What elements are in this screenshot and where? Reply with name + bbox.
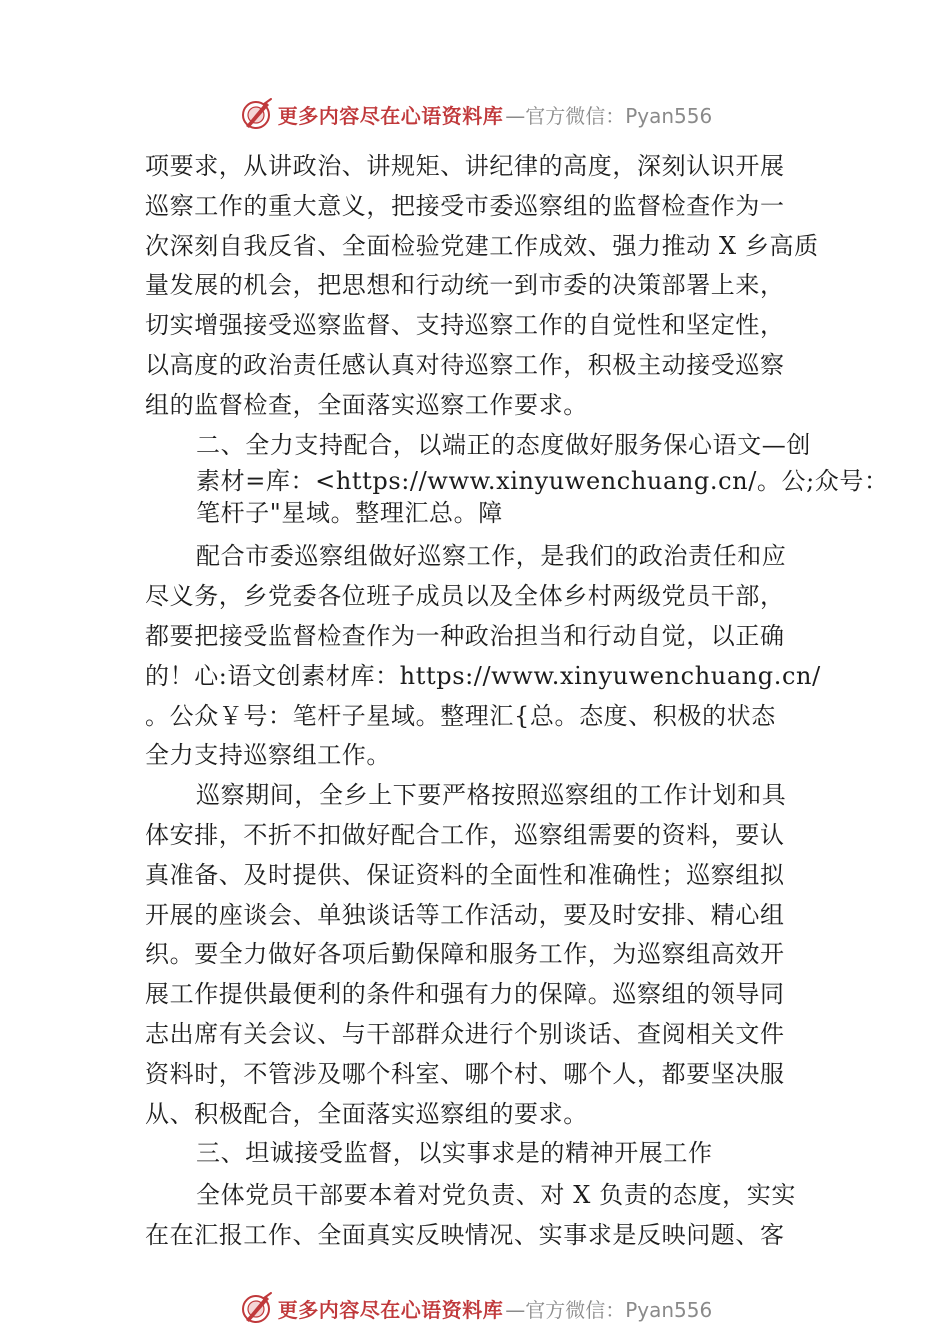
- heading-line: 二、全力支持配合，以端正的态度做好服务保心语文—创: [196, 430, 811, 459]
- text-line: 体安排，不折不扣做好配合工作，巡察组需要的资料，要认: [145, 820, 785, 849]
- text-line: 志出席有关会议、与干部群众进行个别谈话、查阅相关文件: [145, 1019, 785, 1048]
- header-banner: [0, 94, 950, 134]
- footer-brand-text: 更多内容尽在心语资料库: [277, 1297, 504, 1322]
- section-heading-2: [145, 426, 889, 530]
- text-line: 从、积极配合，全面落实巡察组的要求。: [145, 1099, 588, 1128]
- paragraph-1: [145, 147, 845, 426]
- text-line: 开展的座谈会、单独谈话等工作活动，要及时安排、精心组: [145, 900, 785, 929]
- header-brand-text: 更多内容尽在心语资料库: [277, 103, 504, 128]
- footer-contact-text: —官方微信：Pyan556: [505, 1297, 713, 1322]
- footer-banner: [0, 1288, 950, 1328]
- heading-line: 笔杆子"星域。整理汇总。障: [196, 499, 503, 528]
- paragraph-3: [145, 776, 845, 1134]
- heading-line: 三、坦诚接受监督，以实事求是的精神开展工作: [196, 1139, 713, 1168]
- text-line: 以高度的政治责任感认真对待巡察工作，积极主动接受巡察: [145, 350, 785, 379]
- text-line: 全力支持巡察组工作。: [145, 741, 391, 770]
- text-line: 切实增强接受巡察监督、支持巡察工作的自觉性和坚定性，: [145, 311, 785, 340]
- paragraph-2: [145, 537, 845, 776]
- text-line: 资料时，不管涉及哪个科室、哪个村、哪个人，都要坚决服: [145, 1059, 785, 1088]
- text-line: 的！心:语文创素材库：https://www.xinyuwenchuang.cn/: [145, 661, 821, 690]
- text-line: 组的监督检查，全面落实巡察工作要求。: [145, 390, 588, 419]
- section-heading-3: [145, 1134, 845, 1174]
- header-contact-text: —官方微信：Pyan556: [505, 103, 713, 128]
- text-line: 展工作提供最便利的条件和强有力的保障。巡察组的领导同: [145, 980, 785, 1009]
- heading-line: 素材=库：<https://www.xinyuwenchuang.cn/。公;众号：: [196, 467, 889, 496]
- text-line: 。公众￥号：笔杆子星域。整理汇{总。态度、积极的状态: [145, 701, 776, 730]
- text-line: 全体党员干部要本着对党负责、对 X 负责的态度，实实: [196, 1181, 796, 1210]
- paragraph-4: [145, 1176, 845, 1256]
- text-line: 尽义务，乡党委各位班子成员以及全体乡村两级党员干部，: [145, 582, 785, 611]
- text-line: 真准备、及时提供、保证资料的全面性和准确性；巡察组拟: [145, 860, 785, 889]
- document-body: [145, 147, 889, 1256]
- text-line: 项要求，从讲政治、讲规矩、讲纪律的高度，深刻认识开展: [145, 152, 785, 180]
- quill-seal-logo-icon: [238, 1290, 274, 1326]
- text-line: 巡察期间，全乡上下要严格按照巡察组的工作计划和具: [196, 781, 787, 810]
- text-line: 巡察工作的重大意义，把接受市委巡察组的监督检查作为一: [145, 191, 785, 220]
- text-line: 次深刻自我反省、全面检验党建工作成效、强力推动 X 乡高质: [145, 231, 819, 260]
- text-line: 织。要全力做好各项后勤保障和服务工作，为巡察组高效开: [145, 940, 785, 969]
- text-line: 都要把接受监督检查作为一种政治担当和行动自觉，以正确: [145, 621, 785, 650]
- text-line: 配合市委巡察组做好巡察工作，是我们的政治责任和应: [196, 542, 787, 571]
- quill-seal-logo-icon: [238, 96, 274, 132]
- text-line: 在在汇报工作、全面真实反映情况、实事求是反映问题、客: [145, 1220, 785, 1249]
- text-line: 量发展的机会，把思想和行动统一到市委的决策部署上来，: [145, 271, 785, 300]
